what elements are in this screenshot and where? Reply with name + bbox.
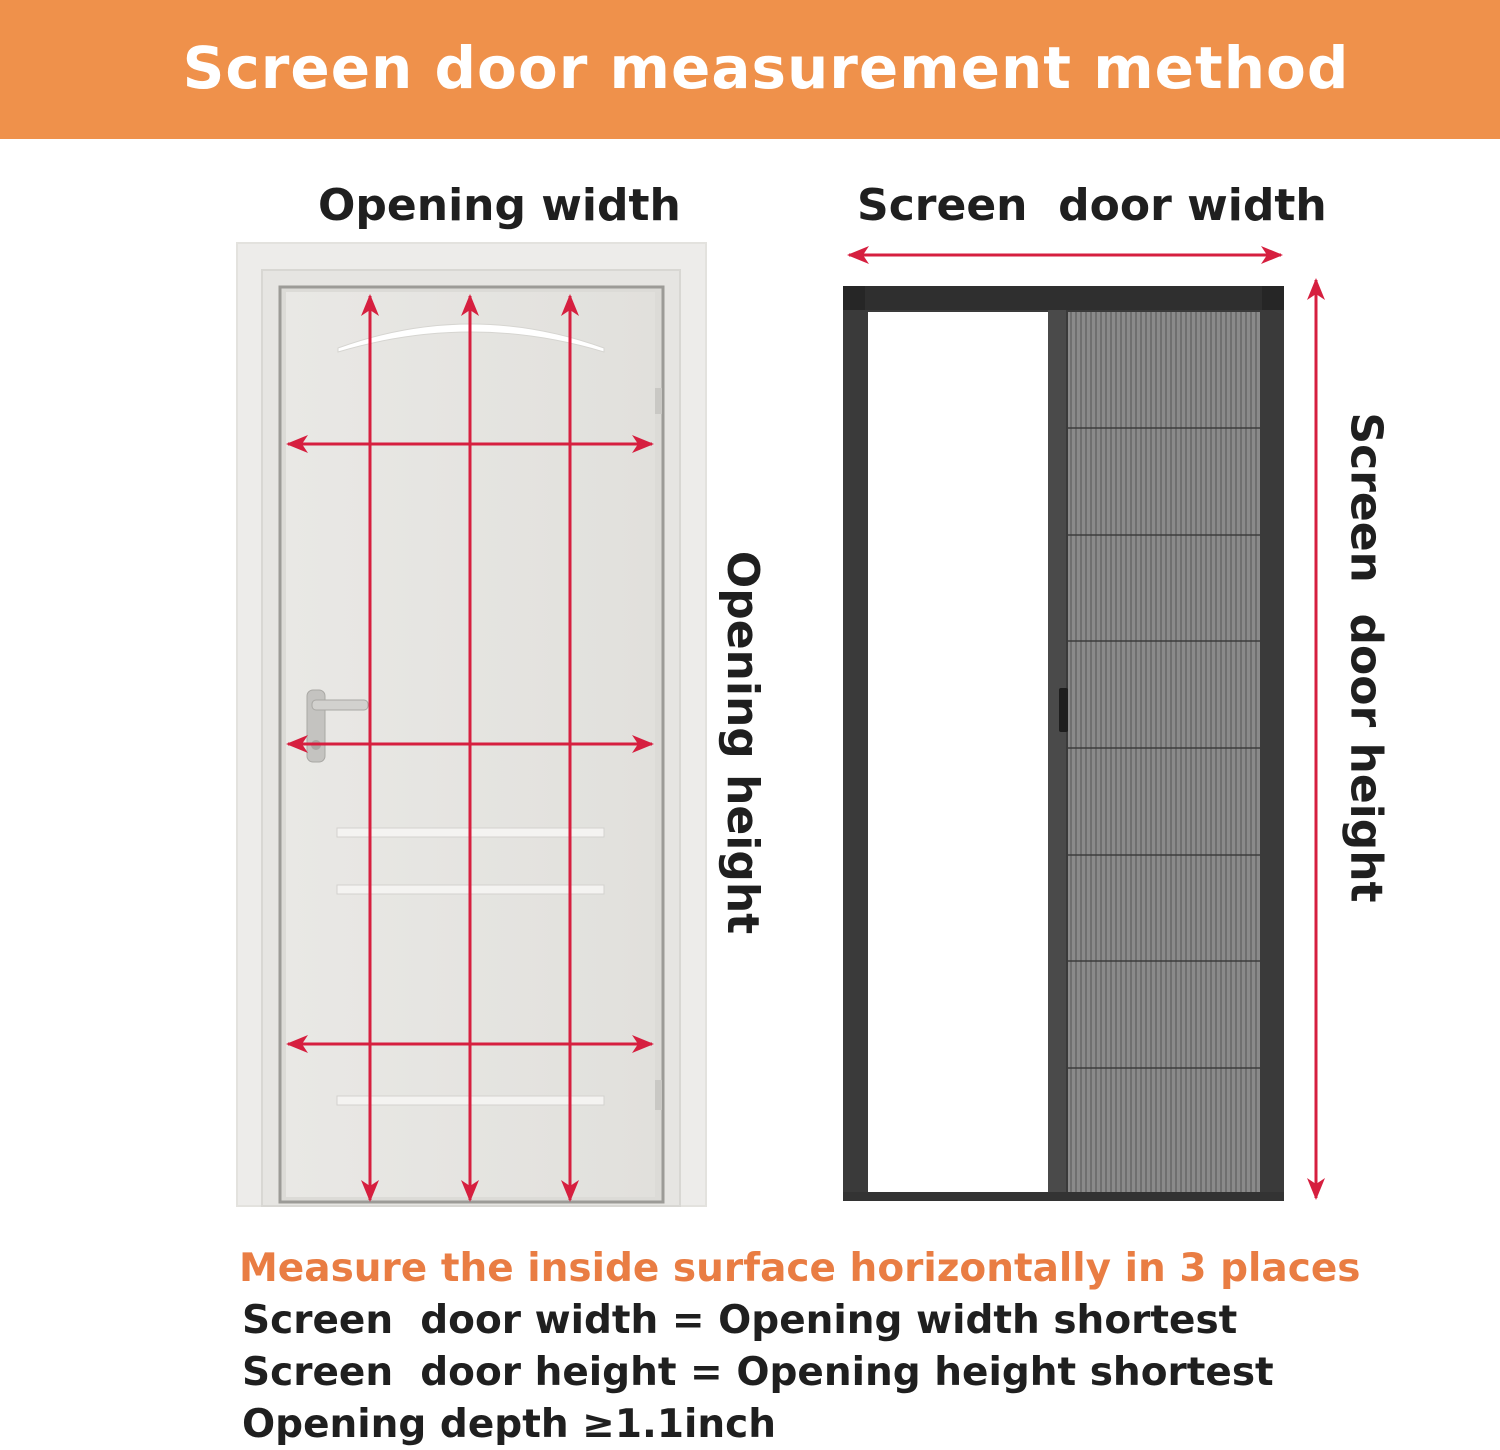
screen-slider-bar <box>1048 310 1066 1195</box>
screen-door-height-label: Screen door height <box>1340 411 1392 903</box>
page-title: Screen door measurement method <box>182 34 1350 102</box>
screen-top-rail <box>843 286 1284 310</box>
pleated-mesh <box>1068 312 1260 1192</box>
screen-bottom-rail <box>843 1192 1284 1201</box>
rule-depth: Opening depth ≥1.1inch <box>242 1402 776 1447</box>
rule-width: Screen door width = Opening width shortest <box>242 1298 1238 1343</box>
opening-width-label: Opening width <box>318 180 681 231</box>
rule-height: Screen door height = Opening height shortest <box>242 1350 1274 1395</box>
opening-height-label: Opening height <box>716 550 768 934</box>
screen-open-area <box>868 312 1048 1192</box>
hinge-top-icon <box>655 388 662 414</box>
pleated-screen-door-icon <box>843 286 1284 1201</box>
screen-handle-icon <box>1059 688 1068 732</box>
hinge-bottom-icon <box>655 1080 662 1110</box>
screen-door-width-label: Screen door width <box>857 180 1327 231</box>
instruction-headline: Measure the inside surface horizontally in 3 places <box>239 1246 1361 1291</box>
